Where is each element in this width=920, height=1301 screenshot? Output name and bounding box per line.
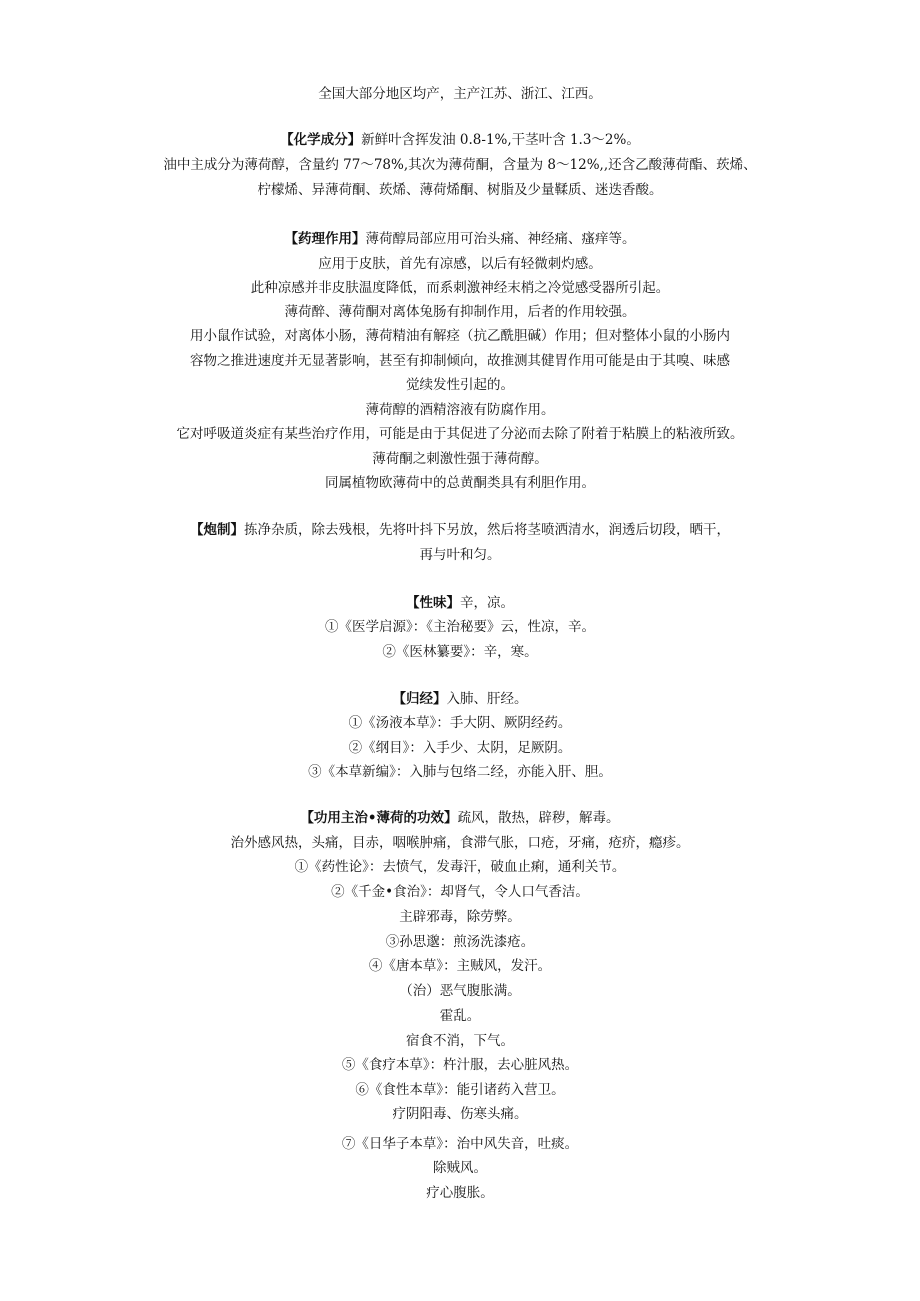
intro-line: 全国大部分地区均产，主产江苏、浙江、江西。 (318, 86, 602, 102)
meridian-line: ②《纲目》：入手少、太阴，足厥阴。 (348, 740, 572, 756)
meridian-line: ③《本草新编》：入肺与包络二经，亦能入肝、胆。 (308, 764, 612, 780)
taste-line: ②《医林纂要》：辛，寒。 (382, 644, 538, 660)
function-line: 主辟邪毒，除劳弊。 (399, 909, 521, 925)
chem-text: 新鲜叶含挥发油 0.8-1%,干茎叶含 1.3～2%。 (361, 132, 640, 148)
pharm-heading: 【药理作用】 (284, 231, 366, 247)
function-line: 宿食不消，下气。 (406, 1033, 514, 1049)
taste-heading-line (0, 593, 920, 613)
taste-text: 辛，凉。 (460, 595, 514, 611)
meridian-heading-line (0, 689, 920, 709)
function-line: ③孙思邈：煎汤洗漆疮。 (385, 934, 535, 950)
function-line: 疗阴阳毒、伤寒头痛。 (392, 1106, 528, 1122)
pharm-heading-line (0, 229, 920, 249)
pharm-line: 同属植物欧薄荷中的总黄酮类具有利胆作用。 (325, 475, 595, 491)
process-text: 拣净杂质，除去残根，先将叶抖下另放，然后将茎喷洒清水，润透后切段，晒干， (244, 522, 730, 538)
pharm-line: 容物之推进速度并无显著影响，甚至有抑制倾向，故推测其健胃作用可能是由于其嗅、味感 (190, 353, 730, 369)
pharm-line: 此种凉感并非皮肤温度降低，而系刺激神经末梢之冷觉感受器所引起。 (250, 280, 670, 296)
pharm-line: 应用于皮肤，首先有凉感，以后有轻微刺灼感。 (318, 256, 602, 272)
function-line: 治外感风热，头痛，目赤，咽喉肿痛，食滞气胀，口疮，牙痛，疮疥，瘾疹。 (230, 835, 690, 851)
function-line: ⑦《日华子本草》：治中风失音，吐痰。 (341, 1136, 579, 1152)
function-line: ④《唐本草》：主贼风，发汗。 (368, 958, 552, 974)
function-line: 霍乱。 (439, 1008, 481, 1024)
taste-line: ①《医学启源》：《主治秘要》云，性凉，辛。 (325, 619, 595, 635)
function-heading: 【功用主治•薄荷的功效】 (300, 810, 458, 826)
chem-heading: 【化学成分】 (280, 132, 362, 148)
pharm-line: 薄荷醇的酒精溶液有防腐作用。 (365, 402, 555, 418)
pharm-line: 薄荷醉、薄荷酮对离体兔肠有抑制作用，后者的作用较强。 (284, 304, 636, 320)
meridian-line: ①《汤液本草》：手大阴、厥阴经药。 (348, 715, 572, 731)
pharm-line: 薄荷酮之刺激性强于薄荷醇。 (372, 451, 548, 467)
function-line: 疗心腹胀。 (426, 1185, 494, 1201)
pharm-line: 用小鼠作试验，对离体小肠，薄荷精油有解痉（抗乙酰胆碱）作用；但对整体小鼠的小肠内 (190, 328, 730, 344)
chem-line: 柠檬烯、异薄荷酮、莰烯、薄荷烯酮、树脂及少量鞣质、迷迭香酸。 (257, 182, 663, 198)
meridian-text: 入肺、肝经。 (446, 691, 528, 707)
function-text: 疏风，散热，辟秽，解毒。 (457, 810, 620, 826)
function-line: 除贼风。 (433, 1160, 487, 1176)
process-heading-line (0, 520, 920, 540)
taste-heading: 【性味】 (406, 595, 460, 611)
pharm-line: 它对呼吸道炎症有某些治疗作用，可能是由于其促进了分泌而去除了附着于粘膜上的粘液所致。 (176, 426, 744, 442)
function-heading-line (0, 808, 920, 828)
function-line: ②《千金•食治》：却肾气，令人口气香洁。 (331, 884, 589, 900)
process-heading: 【炮制】 (190, 522, 244, 538)
chem-line: 油中主成分为薄荷醇，含量约 77～78%,其次为薄荷酮，含量为 8～12%,,还含乙酸薄荷酯、莰烯、 (163, 157, 757, 173)
pharm-line: 觉续发性引起的。 (406, 377, 514, 393)
process-line: 再与叶和匀。 (419, 547, 501, 563)
function-line: ⑤《食疗本草》：杵汁服，去心脏风热。 (341, 1057, 579, 1073)
function-line: ①《药性论》：去愤气，发毒汗，破血止痢，通利关节。 (294, 859, 626, 875)
chem-heading-line (0, 130, 920, 150)
function-line: ⑥《食性本草》：能引诸药入营卫。 (355, 1082, 565, 1098)
pharm-text: 薄荷醇局部应用可治头痛、神经痛、瘙痒等。 (365, 231, 636, 247)
function-line: （治）恶气腹胀满。 (399, 983, 521, 999)
meridian-heading: 【归经】 (392, 691, 447, 707)
